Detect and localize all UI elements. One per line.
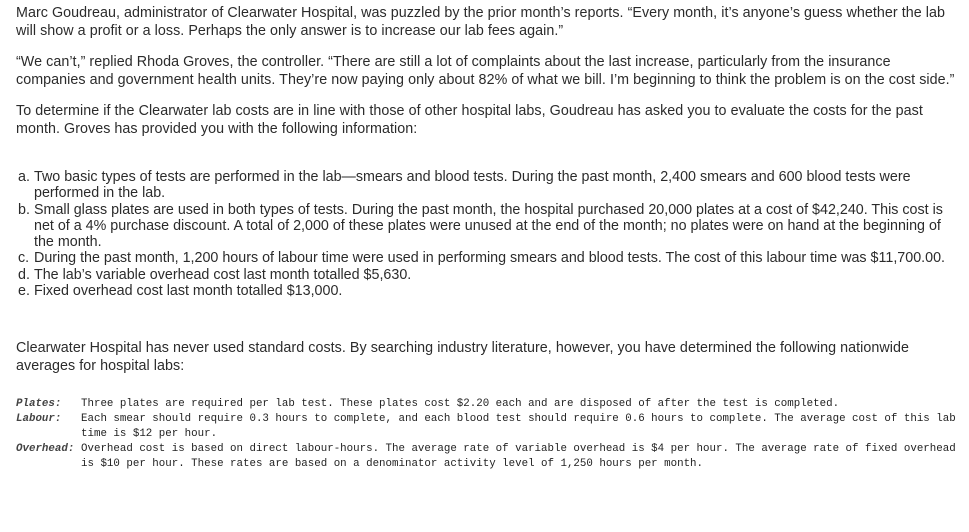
standard-text: Three plates are required per lab test. These plates cost $2.20 each and are disposed of after the test is completed. [81, 398, 840, 411]
standard-term: Overhead: [16, 443, 75, 456]
list-marker: b. [18, 201, 30, 218]
standard-text: Each smear should require 0.3 hours to complete, and each blood test should require 0.6 hours to complete. The average cost of this lab time is $12 per hour. [81, 413, 956, 441]
list-item-text: The lab’s variable overhead cost last month totalled $5,630. [34, 266, 412, 283]
standard-term: Plates: [16, 398, 62, 411]
list-marker: c. [18, 250, 30, 267]
standard-text: Overhead cost is based on direct labour-hours. The average rate of variable overhead is $4 per hour. The average rate of fixed overhead is $10 per hour. These rates are based on a denominator activity level of 1,250 hours per month. [81, 443, 956, 471]
list-marker: e. [18, 283, 30, 300]
list-item [16, 283, 961, 299]
list-item [16, 202, 961, 251]
standards-list [16, 397, 961, 472]
intro-paragraph-1: Marc Goudreau, administrator of Clearwater Hospital, was puzzled by the prior month’s reports. “Every month, it’s anyone’s guess whether the lab will show a profit or a loss. Perhaps the only answer is to increase our lab fees again.” [16, 5, 945, 39]
list-marker: d. [18, 266, 30, 283]
document-body [16, 4, 961, 472]
list-item-text: Fixed overhead cost last month totalled $13,000. [34, 283, 343, 300]
list-marker: a. [18, 169, 30, 185]
intro-paragraph-2: “We can’t,” replied Rhoda Groves, the controller. “There are still a lot of complaints about the last increase, particularly from the insurance companies and government health units. They’re now paying only about 82% of what we bill. I’m beginning to think the problem is on the cost side.” [16, 54, 955, 88]
closing-paragraph: Clearwater Hospital has never used standard costs. By searching industry literature, however, you have determined the following nationwide averages for hospital labs: [16, 340, 909, 375]
standard-row-labour [16, 412, 961, 442]
list-item-text: Two basic types of tests are performed in the lab—smears and blood tests. During the past month, 2,400 smears and 600 blood tests were performed in the lab. [34, 169, 911, 202]
standard-row-overhead [16, 442, 961, 472]
list-item [16, 250, 961, 266]
facts-list [16, 169, 961, 299]
standard-term: Labour: [16, 413, 62, 426]
intro-paragraph-3: To determine if the Clearwater lab costs are in line with those of other hospital labs, Goudreau has asked you to evaluate the costs for the past month. Groves has provided you with the following information: [16, 103, 923, 137]
list-item [16, 169, 961, 202]
list-item [16, 267, 961, 283]
list-item-text: Small glass plates are used in both types of tests. During the past month, the hospital purchased 20,000 plates at a cost of $42,240. This cost is net of a 4% purchase discount. A total of 2,000 of these plates were unused at the end of the month; no plates were on hand at the beginning of the month. [34, 201, 943, 251]
standard-row-plates [16, 397, 961, 412]
list-item-text: During the past month, 1,200 hours of labour time were used in performing smears and blood tests. The cost of this labour time was $11,700.00. [34, 250, 946, 267]
